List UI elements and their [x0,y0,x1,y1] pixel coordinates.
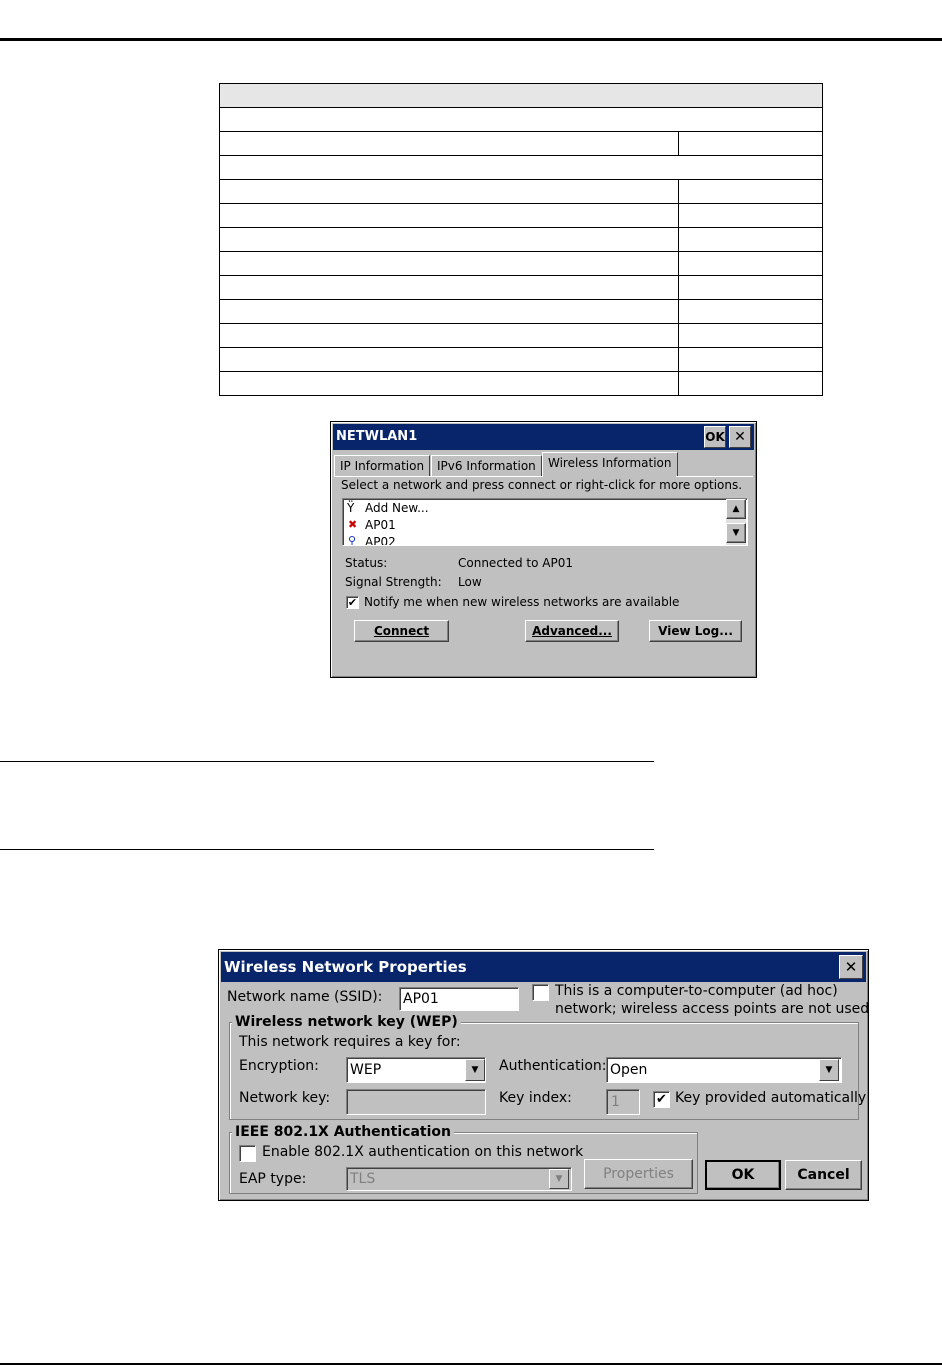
key-index-value: 1 [611,1094,620,1110]
ok-title-button[interactable]: OK [704,426,726,448]
divider-rule-bottom [0,849,654,850]
view-log-button[interactable] [649,620,742,642]
status-label: Status: [345,556,388,570]
netwlan1-dialog [330,421,757,678]
list-item-label: AP01 [365,518,396,532]
properties-button[interactable] [584,1159,693,1189]
status-value: Connected to AP01 [458,556,574,570]
header-rule [0,38,942,41]
list-item-label: Add New... [365,501,429,515]
antenna-icon: Ϋ [347,501,355,515]
enable-8021x-checkbox[interactable] [239,1145,256,1162]
table-row [220,155,822,179]
chevron-down-icon[interactable]: ▼ [465,1059,485,1081]
ok-label: OK [731,1167,755,1183]
advanced-label: Advanced... [532,624,612,638]
network-list[interactable] [342,498,748,546]
encryption-select[interactable] [346,1057,486,1083]
tab-panel-top-border [334,476,542,477]
adhoc-label-line2: network; wireless access points are not used [555,1001,870,1017]
table-row [220,107,822,131]
cancel-label: Cancel [797,1167,850,1183]
enable-8021x-label: Enable 802.1X authentication on this network [262,1144,584,1160]
empty-table [219,83,823,396]
dialog-title-bar [221,952,866,982]
table-row [220,251,822,275]
ok-button[interactable] [705,1160,781,1190]
eap-type-value: TLS [350,1171,376,1187]
instruction-text: Select a network and press connect or right-click for more options. [341,478,743,492]
dialog-title: Wireless Network Properties [224,958,467,976]
requires-key-label: This network requires a key for: [239,1034,461,1050]
signal-strength-value: Low [458,575,482,589]
checkmark-icon: ✔ [656,1092,667,1107]
table-row [220,179,822,203]
eap-type-label: EAP type: [239,1171,307,1187]
chevron-down-icon[interactable]: ▼ [549,1169,569,1189]
adhoc-label-line1: This is a computer-to-computer (ad hoc) [555,983,838,999]
connect-button[interactable] [354,620,449,642]
chevron-down-icon[interactable]: ▼ [819,1059,839,1081]
footer-rule [0,1363,942,1365]
table-row [220,323,822,347]
key-auto-label: Key provided automatically [675,1090,867,1106]
table-row [220,371,822,395]
authentication-select[interactable] [606,1057,842,1083]
key-auto-checkbox[interactable] [653,1091,670,1108]
network-key-input[interactable] [346,1089,486,1115]
notify-checkbox[interactable] [346,596,359,609]
table-header-row [220,84,822,107]
dialog-title: NETWLAN1 [336,429,418,444]
tab-ip-information[interactable]: IP Information [334,455,430,476]
list-scrollbar[interactable] [726,499,746,545]
table-row [220,275,822,299]
tab-panel-top-border [676,476,753,477]
authentication-label: Authentication: [499,1058,607,1074]
ssid-label: Network name (SSID): [227,989,383,1005]
tab-ipv6-information[interactable]: IPv6 Information [431,455,542,476]
table-row [220,227,822,251]
properties-label: Properties [603,1166,674,1182]
encryption-value: WEP [350,1062,382,1078]
wireless-network-properties-dialog [218,949,869,1201]
dialog-title-bar [333,424,754,450]
checkmark-icon: ✔ [347,596,358,609]
notify-label: Notify me when new wireless networks are available [364,595,680,609]
network-key-label: Network key: [239,1090,331,1106]
view-log-label: View Log... [658,624,733,638]
list-item-label: AP02 [365,535,396,546]
encryption-label: Encryption: [239,1058,319,1074]
tab-wireless-information[interactable]: Wireless Information [542,452,678,477]
cancel-button[interactable] [785,1160,862,1190]
connect-label: Connect [373,624,430,638]
divider-rule-top [0,761,654,762]
scroll-up-icon[interactable]: ▲ [726,499,746,519]
eap-type-select[interactable] [346,1167,572,1191]
table-row [220,299,822,323]
ieee-group-title: IEEE 802.1X Authentication [232,1124,454,1140]
ssid-input[interactable] [399,987,519,1011]
table-row [220,203,822,227]
signal-strength-label: Signal Strength: [345,575,442,589]
key-index-input[interactable] [606,1089,640,1115]
table-row [220,347,822,371]
advanced-button[interactable] [525,620,619,642]
key-index-label: Key index: [499,1090,572,1106]
close-icon[interactable]: ✕ [729,426,751,448]
disconnected-antenna-icon: ✖ [348,518,358,531]
scroll-down-icon[interactable]: ▼ [726,523,746,543]
table-row [220,131,822,155]
ssid-value: AP01 [403,991,439,1007]
location-pin-icon: ⚲ [348,534,357,546]
close-icon[interactable]: ✕ [839,955,863,979]
adhoc-checkbox[interactable] [532,984,549,1001]
authentication-value: Open [610,1062,648,1078]
wep-group-title: Wireless network key (WEP) [232,1014,461,1030]
